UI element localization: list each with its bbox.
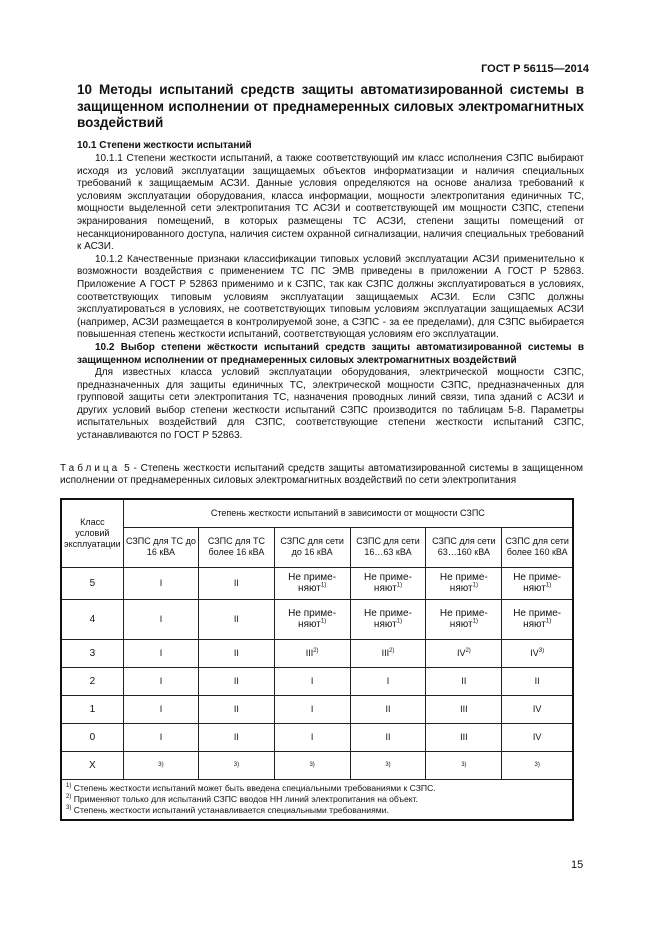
paragraph-10-2: Для известных класса условий эксплуатации оборудования, электрической мощности СЗПС, предназначенных для защиты единичных ТС, электрической мощности СЗПС, предназначенных для групповой защиты сети электропитания ТС, назначения проводных линий связи, типа зданий с АСЗИ и других условий выбор степени жесткости испытаний СЗПС производится по таблицам 5-8. Параметры испытательных воздействий для СЗПС, соответствующие степени жесткости испытаний СЗПС, устанавливаются по ГОСТ Р 52863. xyxy=(77,367,584,442)
table-cell: IV xyxy=(502,695,573,723)
table-cell: Не приме- няют$^{1)}$ xyxy=(502,567,573,599)
table-row xyxy=(61,667,573,695)
row-class: 2 xyxy=(61,667,123,695)
table-cell: II xyxy=(426,667,502,695)
column-header: СЗПС для сети 63…160 кВА xyxy=(426,527,502,567)
row-class: 1 xyxy=(61,695,123,723)
table-cell: Не приме- няют$^{1)}$ xyxy=(502,599,573,639)
table-row xyxy=(61,751,573,779)
paragraph-10-1-2: 10.1.2 Качественные признаки классификации типовых условий эксплуатации АСЗИ применительно к возможности воздействия с применением ТС ПС ЭМВ приведены в приложении А ГОСТ Р 52863. Приложение А ГОСТ Р 52863 применимо и к СЗПС, так как СЗПС должны эксплуатироваться в условиях, соответствующих типовым условиям эксплуатации защищаемых АСЗИ. Если СЗПС должны эксплуатироваться в условиях, не соответствующих типовым условиям эксплуатации защищаемых АСЗИ (например, АСЗИ размещается в контролируемой зоне, а СЗПС - за ее пределами), для СЗПС выбирается повышенная степень жесткости испытаний, соответствующая условиям его эксплуатации. xyxy=(77,253,584,341)
table-cell: II xyxy=(199,639,275,667)
table-cell: IV xyxy=(502,723,573,751)
table-note: $^{3)}$ Степень жесткости испытаний устанавливается специальными требованиями. xyxy=(66,804,389,815)
table-note: $^{1)}$ Степень жесткости испытаний может быть введена специальными требованиями к СЗПС. xyxy=(66,782,436,793)
table-cell: 3) xyxy=(123,751,198,779)
table-5 xyxy=(60,498,574,821)
table-cell: 3) xyxy=(502,751,573,779)
table-cell: Не приме- няют$^{1)}$ xyxy=(350,567,426,599)
section-title: 10 Методы испытаний средств защиты автоматизированной системы в защищенном исполнении от преднамеренных силовых электромагнитных воздействий xyxy=(77,82,584,130)
row-class: 0 xyxy=(61,723,123,751)
table-caption-text: 5 - Степень жесткости испытаний средств защиты автоматизированной системы в защищенном исполнении от преднамеренных силовых электромагнитных воздействий по сети электропитания xyxy=(60,463,584,486)
table-notes xyxy=(61,779,573,820)
subsection-10-1-body xyxy=(77,153,584,443)
table-cell: III$^{2)}$ xyxy=(350,639,426,667)
table-cell: 3) xyxy=(274,751,350,779)
row-class: X xyxy=(61,751,123,779)
table-label: Таблица xyxy=(60,463,121,474)
table-cell: II xyxy=(502,667,573,695)
subsection-10-2-title: 10.2 Выбор степени жёсткости испытаний средств защиты автоматизированной системы в защищенном исполнении от преднамеренных силовых электромагнитных воздействий xyxy=(77,341,584,366)
table-cell: I xyxy=(123,599,198,639)
column-header: СЗПС для ТС более 16 кВА xyxy=(199,527,275,567)
subsection-10-1-title: 10.1 Степени жесткости испытаний xyxy=(77,140,252,151)
table-cell: 3) xyxy=(199,751,275,779)
table-row xyxy=(61,599,573,639)
table-cell: I xyxy=(123,567,198,599)
row-class: 5 xyxy=(61,567,123,599)
table-cell: I xyxy=(274,667,350,695)
table-cell: Не приме- няют$^{1)}$ xyxy=(350,599,426,639)
table-cell: II xyxy=(199,599,275,639)
table-cell: IV$^{2)}$ xyxy=(426,639,502,667)
paragraph-10-1-1: 10.1.1 Степени жесткости испытаний, а также соответствующий им класс исполнения СЗПС выбирают исходя из условий эксплуатации защищаемых объектов информатизации и наличия специальных требований к защищаемым АСЗИ. Данные условия определяются на основе анализа требований к условиям эксплуатации оборудования, класса информации, мощности электропитания единичных ТС, мощности выделенной сети электропитания ТС АСЗИ и соответствующей им мощности СЗПС, степени экранирования помещений, в которых размещены ТС АСЗИ, степени защиты помещений от несанкционированного доступа, наличия систем охранной сигнализации, наличия специальных требований к АСЗИ. xyxy=(77,153,584,253)
table-5-caption xyxy=(60,463,583,486)
table-cell: IV$^{3)}$ xyxy=(502,639,573,667)
table-cell: I xyxy=(123,639,198,667)
table-cell: Не приме- няют$^{1)}$ xyxy=(274,599,350,639)
column-header: СЗПС для сети до 16 кВА xyxy=(274,527,350,567)
table-cell: II xyxy=(199,695,275,723)
table-cell: Не приме- няют$^{1)}$ xyxy=(274,567,350,599)
row-class: 3 xyxy=(61,639,123,667)
header-group: Степень жесткости испытаний в зависимости от мощности СЗПС xyxy=(123,499,573,527)
table-cell: III xyxy=(426,695,502,723)
column-header: СЗПС для сети более 160 кВА xyxy=(502,527,573,567)
table-cell: II xyxy=(350,695,426,723)
table-cell: II xyxy=(199,567,275,599)
table-cell: I xyxy=(274,723,350,751)
table-cell: I xyxy=(274,695,350,723)
column-header: СЗПС для сети 16…63 кВА xyxy=(350,527,426,567)
table-cell: I xyxy=(350,667,426,695)
table-cell: I xyxy=(123,723,198,751)
standard-number: ГОСТ Р 56115—2014 xyxy=(481,63,589,75)
table-row xyxy=(61,695,573,723)
table-cell: 3) xyxy=(426,751,502,779)
table-row xyxy=(61,639,573,667)
table-row xyxy=(61,723,573,751)
table-row xyxy=(61,567,573,599)
table-cell: Не приме- няют$^{1)}$ xyxy=(426,567,502,599)
header-class: Класс условий эксплуатации xyxy=(61,499,123,567)
table-cell: 3) xyxy=(350,751,426,779)
table-cell: I xyxy=(123,667,198,695)
table-cell: II xyxy=(199,667,275,695)
row-class: 4 xyxy=(61,599,123,639)
table-cell: Не приме- няют$^{1)}$ xyxy=(426,599,502,639)
column-header: СЗПС для ТС до 16 кВА xyxy=(123,527,198,567)
table-note: $^{2)}$ Применяют только для испытаний СЗПС вводов НН линий электропитания на объект. xyxy=(66,793,418,804)
page-number: 15 xyxy=(571,859,584,871)
table-cell: III$^{2)}$ xyxy=(274,639,350,667)
table-cell: II xyxy=(350,723,426,751)
table-cell: I xyxy=(123,695,198,723)
table-cell: III xyxy=(426,723,502,751)
table-cell: II xyxy=(199,723,275,751)
